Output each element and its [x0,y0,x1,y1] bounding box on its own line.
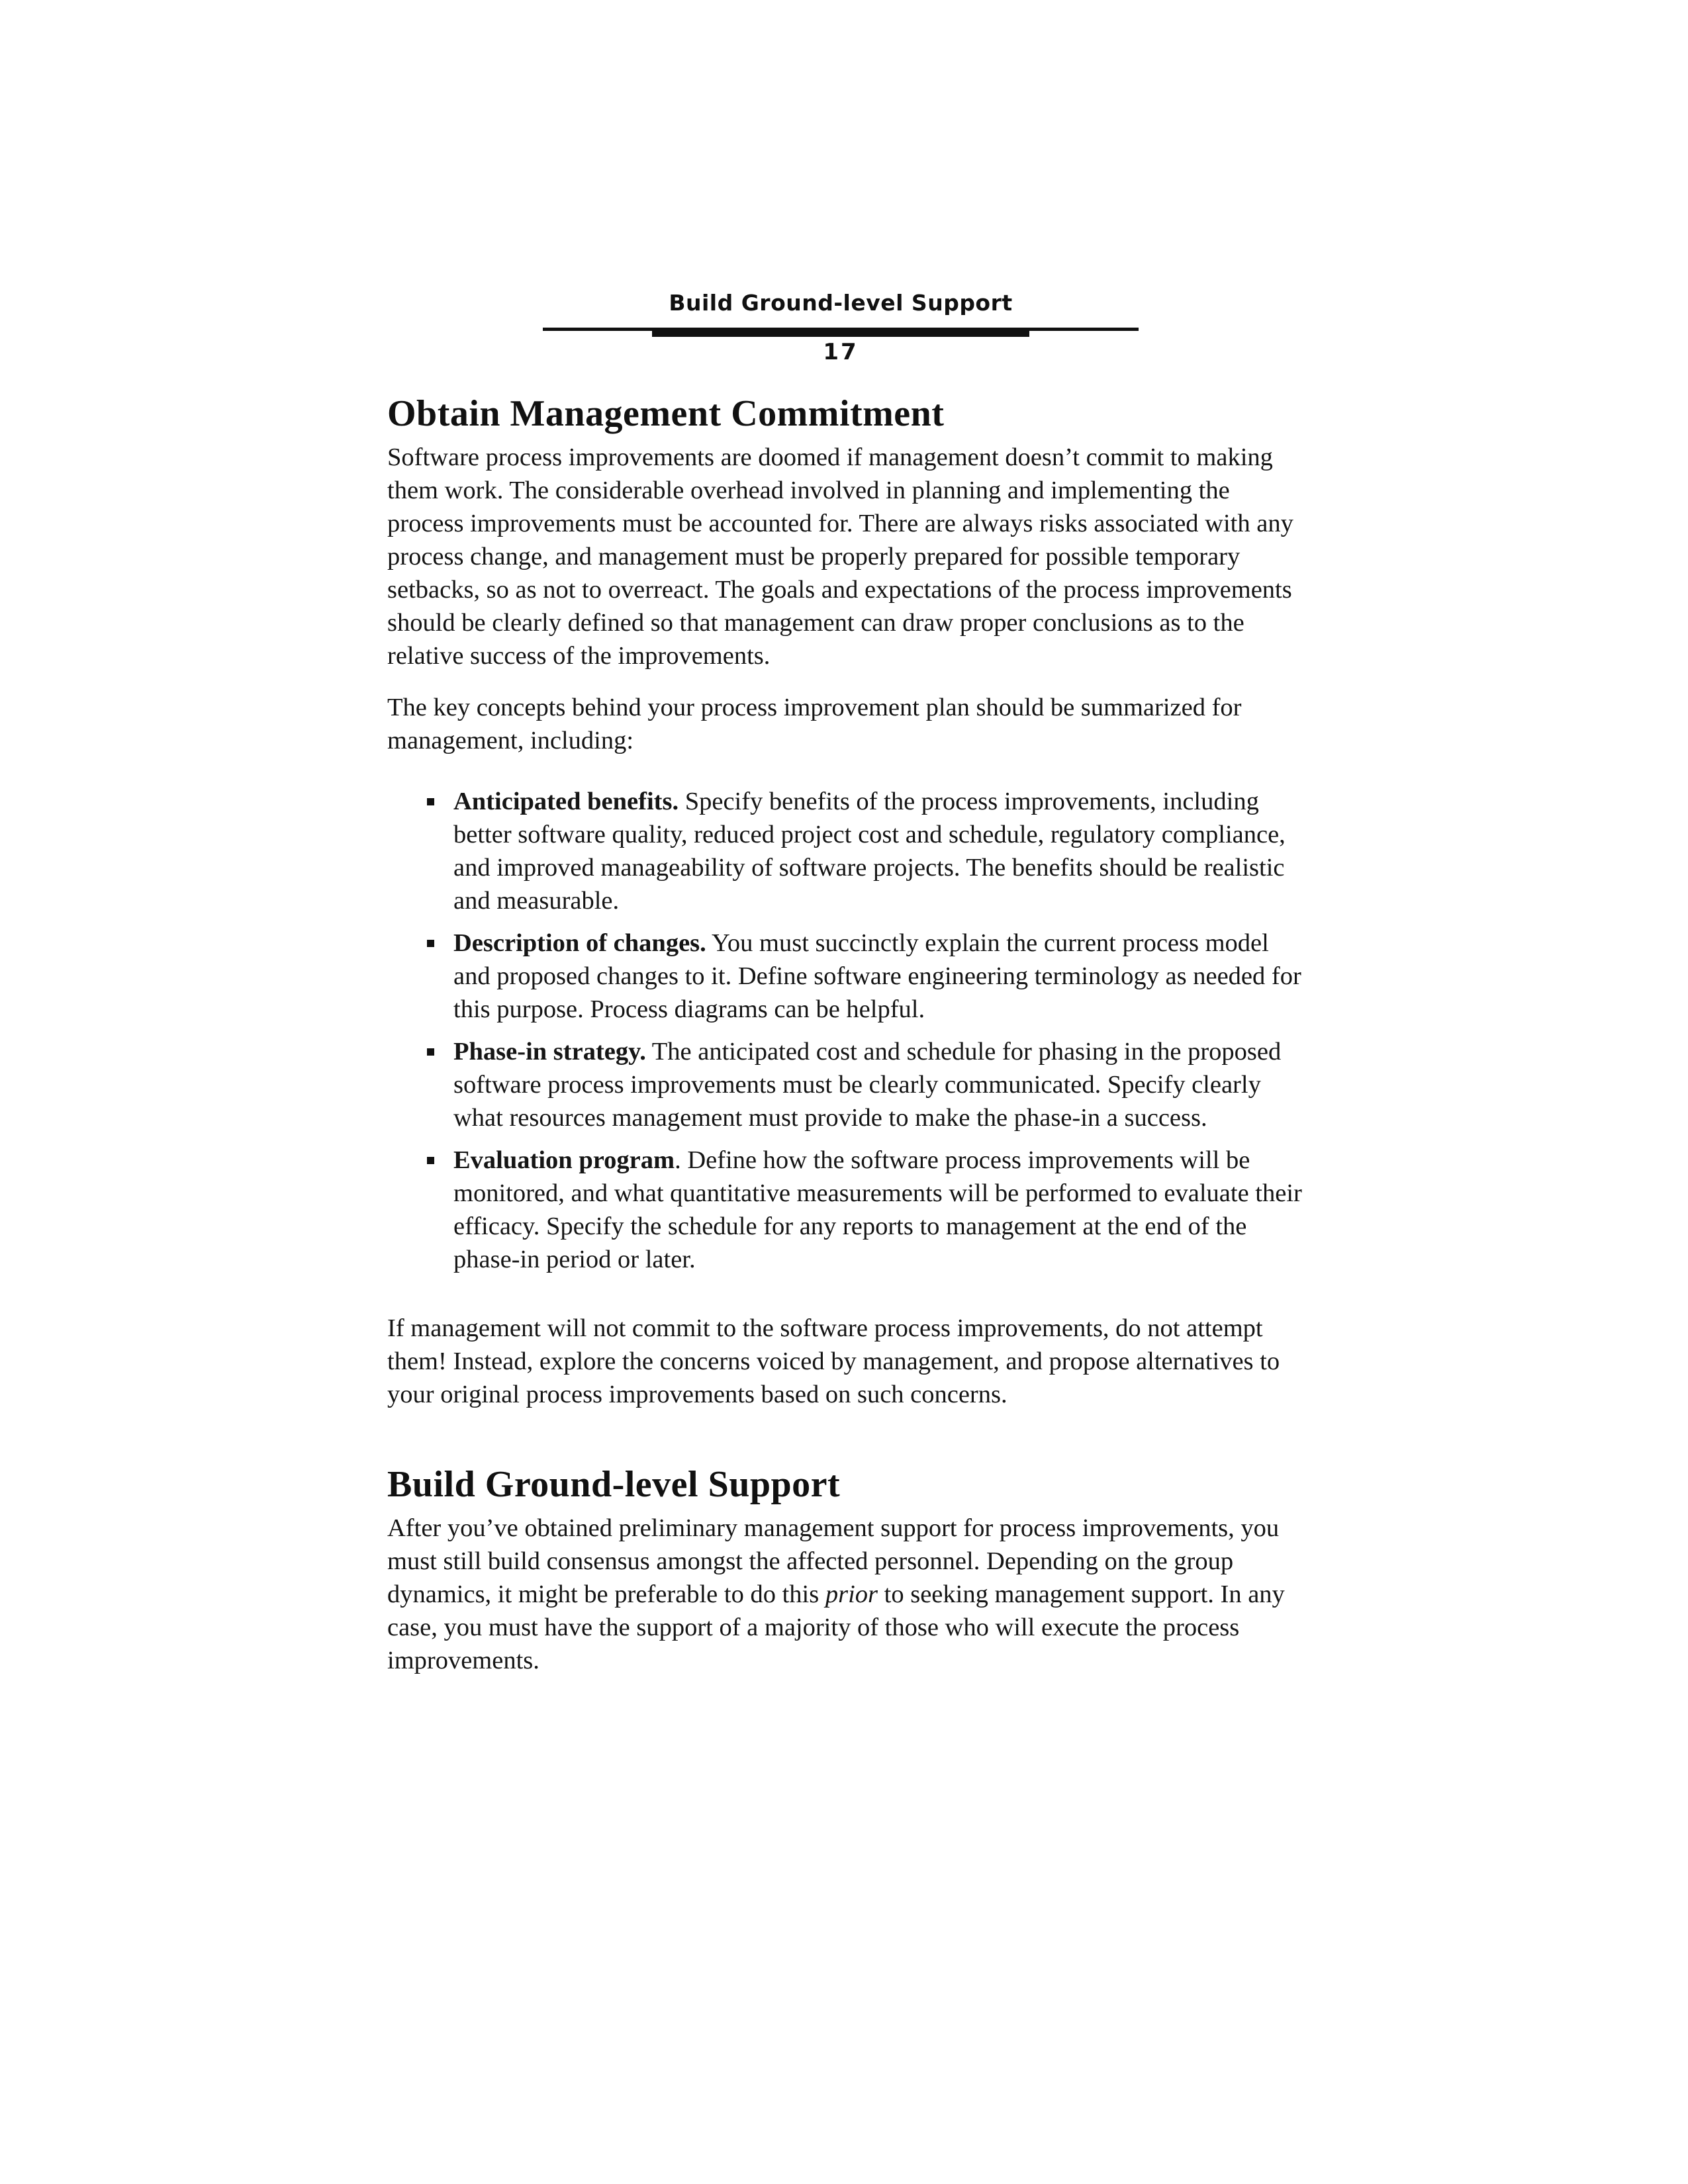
list-item-term: Anticipated benefits. [453,788,679,815]
page-number: 17 [823,339,859,365]
list-item-text: You must succinctly explain the current process model and proposed changes to it. Define software engineering terminology as needed for this purpose. Process diagrams can be helpful. [453,929,1301,1023]
paragraph-text: to seeking management support. In any case, you must have the support of a majority of those who will execute the process improvements. [387,1580,1285,1674]
square-bullet-icon [427,940,434,947]
square-bullet-icon [427,1157,434,1164]
key-concepts-list [387,785,1307,1276]
list-item-text: . Define how the software process improvements will be monitored, and what quantitative measurements will be performed to evaluate their efficacy. Specify the schedule for any reports to management at the end of the phase-in period or later. [453,1146,1302,1273]
list-item-term: Description of changes. [453,929,706,957]
emphasis-text: prior [825,1580,878,1608]
section-heading-ground-level-support: Build Ground-level Support [387,1464,841,1505]
list-item-text: The anticipated cost and schedule for phasing in the proposed software process improvements must be clearly communicated. Specify clearly what resources management must provide to make the phase-in a success. [453,1038,1282,1132]
paragraph [387,1512,1307,1677]
section-heading-management-commitment: Obtain Management Commitment [387,393,945,434]
list-item-term: Evaluation program [453,1146,675,1174]
page-body [387,390,1307,1696]
square-bullet-icon [427,1048,434,1056]
section-ground-level-support [387,1461,1307,1677]
paragraph: The key concepts behind your process improvement plan should be summarized for management, including: [387,694,1242,754]
list-item [453,927,1307,1026]
list-item [453,785,1307,917]
running-head: Build Ground-level Support [669,290,1013,316]
list-item [453,1035,1307,1134]
list-item [453,1144,1307,1276]
list-item-text: Specify benefits of the process improvements, including better software quality, reduced project cost and schedule, regulatory compliance, and improved manageability of software projects. The benefits should be realistic and measurable. [453,788,1286,915]
paragraph: If management will not commit to the software process improvements, do not attempt them! Instead, explore the concerns voiced by management, and propose alternatives to your original process improvements based on such concerns. [387,1314,1280,1408]
header-rule-thick [652,330,1029,337]
list-item-term: Phase-in strategy. [453,1038,646,1066]
paragraph-text: After you’ve obtained preliminary management support for process improvements, you must still build consensus amongst the affected personnel. Depending on the group dynamics, it might be preferable to do this [387,1514,1280,1608]
square-bullet-icon [427,798,434,805]
paragraph: Software process improvements are doomed if management doesn’t commit to making them work. The considerable overhead involved in planning and implementing the process improvements must be accounted for. There are always risks associated with any process change, and management must be properly prepared for possible temporary setbacks, so as not to overreact. The goals and expectations of the process improvements should be clearly defined so that management can draw proper conclusions as to the relative success of the improvements. [387,443,1293,670]
